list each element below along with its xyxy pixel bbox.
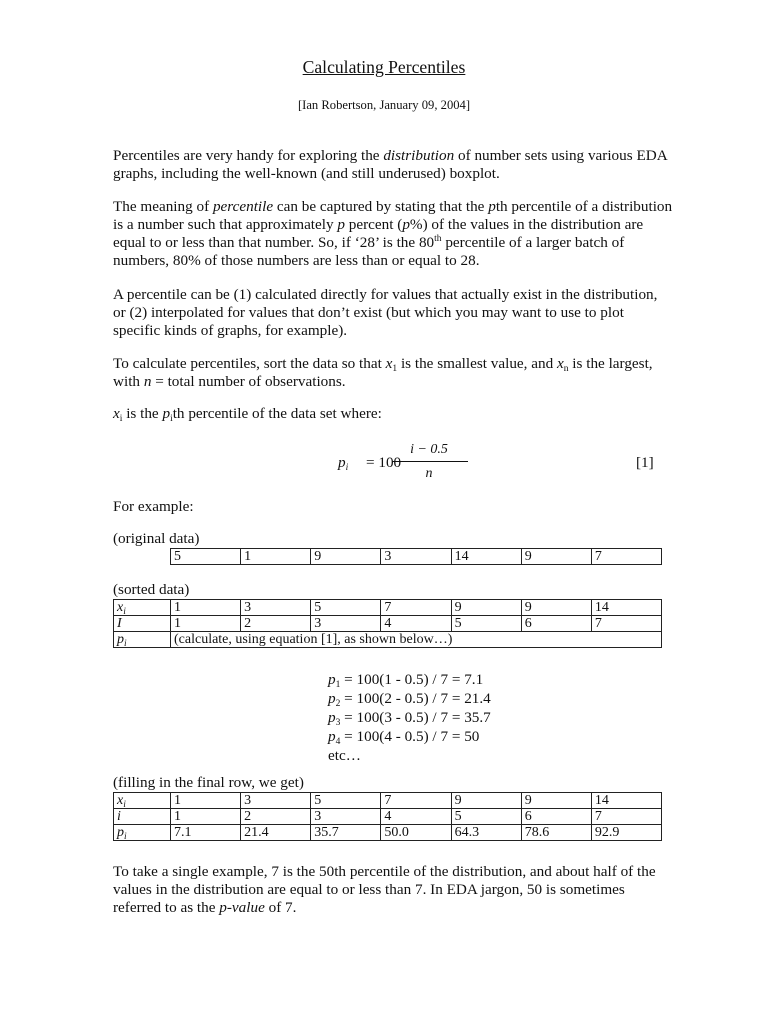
table-cell: 1: [171, 600, 241, 616]
table-cell: 6: [521, 809, 591, 825]
calculation-list: [328, 670, 491, 765]
calculation-etc: etc…: [328, 747, 361, 764]
paragraph-definition: $x_i$ is the $p_ith$ percentile of the data set where:: [113, 405, 382, 424]
row-label-i: I: [114, 616, 171, 632]
table-cell: 2: [241, 616, 311, 632]
table-cell: 5: [171, 549, 241, 565]
table-cell: 64.3: [451, 825, 521, 841]
table-cell: 9: [521, 549, 591, 565]
table-cell: 3: [241, 793, 311, 809]
table-cell: 21.4: [241, 825, 311, 841]
row-label-x: $x_i$: [114, 793, 171, 809]
row-label-p: $p_i$: [114, 632, 171, 648]
paragraph-example: To take a single example, 7 is the 50th percentile of the distribution, and about half of the values in the distribution are equal to or less than 7. In EDA jargon, 50 is sometimes referred to as the p-value of 7.: [113, 863, 656, 916]
paragraph-sort-instructions: To calculate percentiles, sort the data so that $x_1$ is the smallest value, and $x_n$ is the largest, with n = total number of observations.: [113, 355, 653, 390]
table-cell: 3: [311, 616, 381, 632]
table-cell: 3: [381, 549, 451, 565]
for-example-label: For example:: [113, 498, 194, 515]
table-cell: 1: [171, 793, 241, 809]
table-cell: 92.9: [591, 825, 661, 841]
table-cell: 5: [311, 600, 381, 616]
table-cell: 6: [521, 616, 591, 632]
table-cell: 1: [171, 809, 241, 825]
calculation-line: $p_2 = 100(2 - 0.5) / 7 = 21.4$: [328, 690, 491, 709]
table-cell: 2: [241, 809, 311, 825]
table-cell: 4: [381, 809, 451, 825]
page-title: Calculating Percentiles: [302, 57, 466, 77]
table-row: [114, 793, 662, 809]
row-label-x: $x_i$: [114, 600, 171, 616]
equation-number: [1]: [636, 454, 654, 471]
p-row-note: (calculate, using equation [1], as shown below…): [171, 632, 662, 648]
sorted-data-table: [113, 599, 662, 648]
table-cell: 3: [311, 809, 381, 825]
table-cell: 3: [241, 600, 311, 616]
table-cell: 35.7: [311, 825, 381, 841]
table-row: [114, 616, 662, 632]
byline: [Ian Robertson, January 09, 2004]: [297, 98, 471, 112]
paragraph-intro: Percentiles are very handy for exploring the distribution of number sets using various EDA graphs, including the well-known (and still underused) boxplot.: [113, 147, 667, 182]
fraction-bar: [392, 461, 468, 462]
paragraph-calculated-interpolated: A percentile can be (1) calculated directly for values that actually exist in the distribution, or (2) interpolated for values that don’t exist (but which you may want to use to plot specific kinds of graphs, for example).: [113, 286, 658, 339]
final-row-label: (filling in the final row, we get): [113, 774, 304, 791]
table-cell: 5: [311, 793, 381, 809]
table-cell: 1: [241, 549, 311, 565]
table-cell: 9: [451, 793, 521, 809]
table-cell: 14: [591, 793, 661, 809]
table-cell: 7: [591, 549, 661, 565]
table-cell: 9: [311, 549, 381, 565]
table-cell: 7: [591, 616, 661, 632]
row-label-i: i: [114, 809, 171, 825]
row-label-p: $p_i$: [114, 825, 171, 841]
table-cell: 7.1: [171, 825, 241, 841]
table-cell: 4: [381, 616, 451, 632]
calculation-line: $p_3 = 100(3 - 0.5) / 7 = 35.7$: [328, 709, 491, 728]
table-cell: 14: [591, 600, 661, 616]
table-cell: 50.0: [381, 825, 451, 841]
table-cell: 7: [591, 809, 661, 825]
table-row: [114, 600, 662, 616]
table-cell: 9: [521, 600, 591, 616]
final-data-table: [113, 792, 662, 841]
table-cell: 78.6: [521, 825, 591, 841]
calculation-line: $p_4 = 100(4 - 0.5) / 7 = 50$: [328, 728, 480, 747]
table-cell: 5: [451, 809, 521, 825]
table-cell: 7: [381, 600, 451, 616]
table-row: [114, 632, 662, 648]
calculation-line: $p_1 = 100(1 - 0.5) / 7 = 7.1$: [328, 671, 484, 690]
table-cell: 9: [451, 600, 521, 616]
table-cell: 5: [451, 616, 521, 632]
table-row: [114, 825, 662, 841]
paragraph-meaning: The meaning of percentile can be captured by stating that the pth percentile of a distribution is a number such that approximately p percent (p%) of the values in the distribution are equal to or less than that number. So, if ‘28’ is the 80th percentile of a larger batch of numbers, 80% of those numbers are less than or equal to 28.: [113, 198, 673, 269]
original-data-table: [170, 548, 662, 565]
sorted-data-label: (sorted data): [113, 581, 190, 598]
original-data-label: (original data): [113, 530, 200, 547]
table-row: [114, 809, 662, 825]
table-cell: 14: [451, 549, 521, 565]
table-cell: 7: [381, 793, 451, 809]
percentile-formula: $p_i$ = 100 i − 0.5 n: [338, 444, 458, 484]
table-cell: 9: [521, 793, 591, 809]
table-cell: 1: [171, 616, 241, 632]
table-row: [171, 549, 662, 565]
